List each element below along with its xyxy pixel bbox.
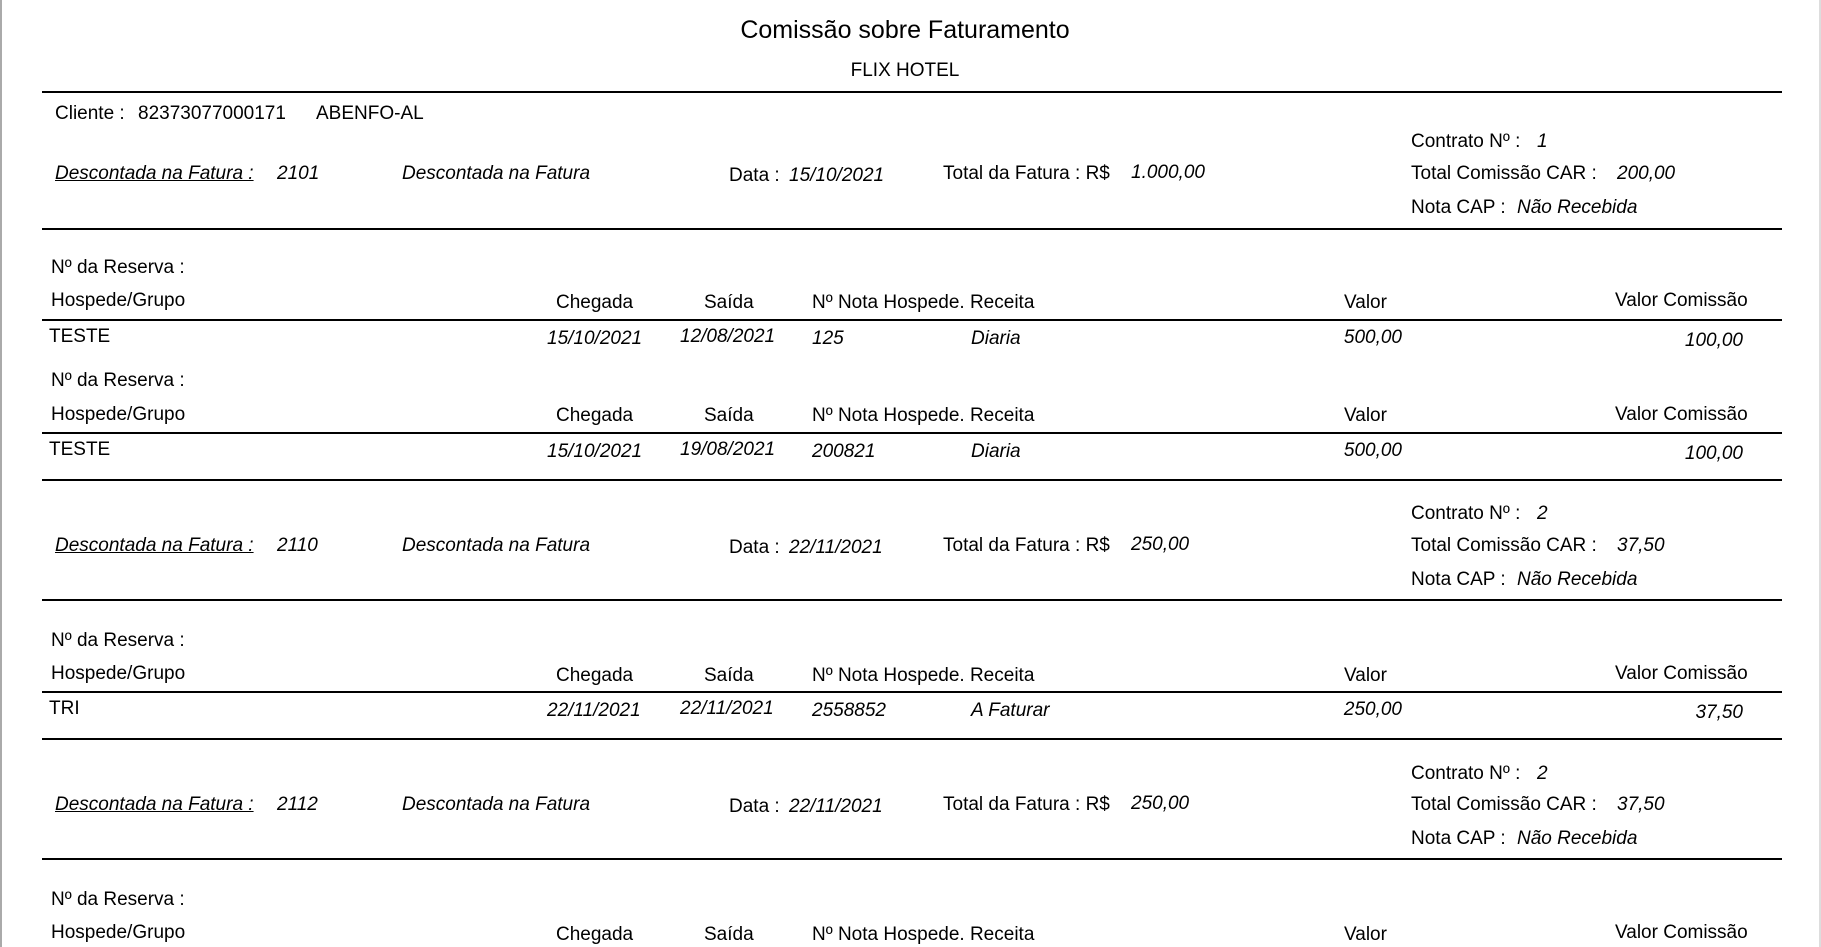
col-hospede: Hospede/Grupo <box>51 404 186 425</box>
row-commission: 37,50 <box>1695 702 1743 723</box>
invoice-description: Descontada na Fatura <box>402 163 591 184</box>
invoice-total-label: Total da Fatura : R$ <box>943 163 1110 184</box>
col-nota-receita: Nº Nota Hospede. Receita <box>812 405 1035 426</box>
col-chegada: Chegada <box>556 665 634 686</box>
invoice-nota-cap-value: Não Recebida <box>1517 569 1638 590</box>
invoice-nota-cap-label: Nota CAP : <box>1411 197 1506 218</box>
col-nota-receita: Nº Nota Hospede. Receita <box>812 924 1035 945</box>
client-id: 82373077000171 <box>138 103 286 124</box>
page-left-border <box>0 0 2 947</box>
row-guest: TESTE <box>49 439 111 460</box>
invoice-commission-label: Total Comissão CAR : <box>1411 163 1597 184</box>
invoice-description: Descontada na Fatura <box>402 794 591 815</box>
invoice-nota-cap-label: Nota CAP : <box>1411 569 1506 590</box>
invoice-date-label: Data : <box>729 537 780 558</box>
col-valor-comissao: Valor Comissão <box>1615 290 1748 311</box>
invoice-number: 2110 <box>277 535 318 556</box>
reserva-label: Nº da Reserva : <box>51 257 185 278</box>
invoice-nota-cap-value: Não Recebida <box>1517 197 1638 218</box>
col-nota-receita: Nº Nota Hospede. Receita <box>812 292 1035 313</box>
row-commission: 100,00 <box>1684 443 1743 464</box>
row-note: 200821 <box>812 441 876 462</box>
invoice-divider <box>42 599 1782 601</box>
invoice-date: 22/11/2021 <box>789 537 883 558</box>
col-saida: Saída <box>704 924 754 945</box>
col-nota-receita: Nº Nota Hospede. Receita <box>812 665 1035 686</box>
report-subtitle: FLIX HOTEL <box>850 60 960 81</box>
row-guest: TRI <box>49 698 80 719</box>
invoice-number: 2112 <box>277 794 318 815</box>
invoice-date-label: Data : <box>729 796 780 817</box>
invoice-total-label: Total da Fatura : R$ <box>943 794 1110 815</box>
invoice-nota-cap-label: Nota CAP : <box>1411 828 1506 849</box>
col-hospede: Hospede/Grupo <box>51 663 186 684</box>
row-note: 125 <box>812 328 844 349</box>
invoice-divider <box>42 228 1782 230</box>
invoice-contract-label: Contrato Nº : <box>1411 503 1521 524</box>
invoice-discount-label: Descontada na Fatura : <box>55 794 254 815</box>
invoice-number: 2101 <box>277 163 320 184</box>
row-arrival: 15/10/2021 <box>547 441 643 462</box>
row-departure: 12/08/2021 <box>680 326 776 347</box>
col-hospede: Hospede/Grupo <box>51 290 186 311</box>
col-chegada: Chegada <box>556 924 634 945</box>
invoice-contract-value: 2 <box>1537 503 1548 524</box>
section-divider <box>42 738 1782 740</box>
invoice-commission-value: 37,50 <box>1617 794 1665 815</box>
invoice-contract-value: 1 <box>1537 131 1548 152</box>
row-commission: 100,00 <box>1684 330 1743 351</box>
column-header-divider <box>42 432 1782 434</box>
invoice-total-label: Total da Fatura : R$ <box>943 535 1110 556</box>
invoice-discount-label: Descontada na Fatura : <box>55 535 254 556</box>
invoice-date-label: Data : <box>729 165 780 186</box>
row-guest: TESTE <box>49 326 111 347</box>
client-name: ABENFO-AL <box>316 103 424 124</box>
col-saida: Saída <box>704 405 754 426</box>
invoice-total-value: 250,00 <box>1131 534 1190 555</box>
col-valor: Valor <box>1344 292 1387 313</box>
row-revenue: Diaria <box>971 328 1021 349</box>
section-divider <box>42 479 1782 481</box>
invoice-date: 15/10/2021 <box>789 165 885 186</box>
invoice-discount-label: Descontada na Fatura : <box>55 163 254 184</box>
invoice-contract-label: Contrato Nº : <box>1411 131 1521 152</box>
column-header-divider <box>42 319 1782 321</box>
row-departure: 22/11/2021 <box>680 698 774 719</box>
col-chegada: Chegada <box>556 292 634 313</box>
col-saida: Saída <box>704 292 754 313</box>
row-value: 500,00 <box>1343 327 1402 348</box>
column-header-divider <box>42 691 1782 693</box>
row-note: 2558852 <box>812 700 886 721</box>
col-valor: Valor <box>1344 665 1387 686</box>
invoice-commission-label: Total Comissão CAR : <box>1411 794 1597 815</box>
reserva-label: Nº da Reserva : <box>51 370 185 391</box>
invoice-nota-cap-value: Não Recebida <box>1517 828 1638 849</box>
invoice-commission-label: Total Comissão CAR : <box>1411 535 1597 556</box>
row-revenue: A Faturar <box>971 700 1050 721</box>
col-saida: Saída <box>704 665 754 686</box>
row-departure: 19/08/2021 <box>680 439 776 460</box>
invoice-commission-value: 37,50 <box>1617 535 1665 556</box>
report-title: Comissão sobre Faturamento <box>740 16 1070 44</box>
row-arrival: 15/10/2021 <box>547 328 643 349</box>
invoice-divider <box>42 858 1782 860</box>
invoice-description: Descontada na Fatura <box>402 535 591 556</box>
row-value: 500,00 <box>1343 440 1402 461</box>
invoice-total-value: 250,00 <box>1131 793 1190 814</box>
col-valor-comissao: Valor Comissão <box>1615 922 1748 943</box>
client-label: Cliente : <box>55 103 125 124</box>
col-valor-comissao: Valor Comissão <box>1615 663 1748 684</box>
col-chegada: Chegada <box>556 405 634 426</box>
invoice-date: 22/11/2021 <box>789 796 883 817</box>
invoice-total-value: 1.000,00 <box>1131 162 1205 183</box>
invoice-contract-label: Contrato Nº : <box>1411 763 1521 784</box>
row-revenue: Diaria <box>971 441 1021 462</box>
row-arrival: 22/11/2021 <box>547 700 641 721</box>
header-divider <box>42 91 1782 93</box>
reserva-label: Nº da Reserva : <box>51 889 185 910</box>
col-valor: Valor <box>1344 924 1387 945</box>
reserva-label: Nº da Reserva : <box>51 630 185 651</box>
row-value: 250,00 <box>1343 699 1402 720</box>
col-valor: Valor <box>1344 405 1387 426</box>
col-hospede: Hospede/Grupo <box>51 922 186 943</box>
invoice-contract-value: 2 <box>1537 763 1548 784</box>
col-valor-comissao: Valor Comissão <box>1615 404 1748 425</box>
invoice-commission-value: 200,00 <box>1617 163 1676 184</box>
